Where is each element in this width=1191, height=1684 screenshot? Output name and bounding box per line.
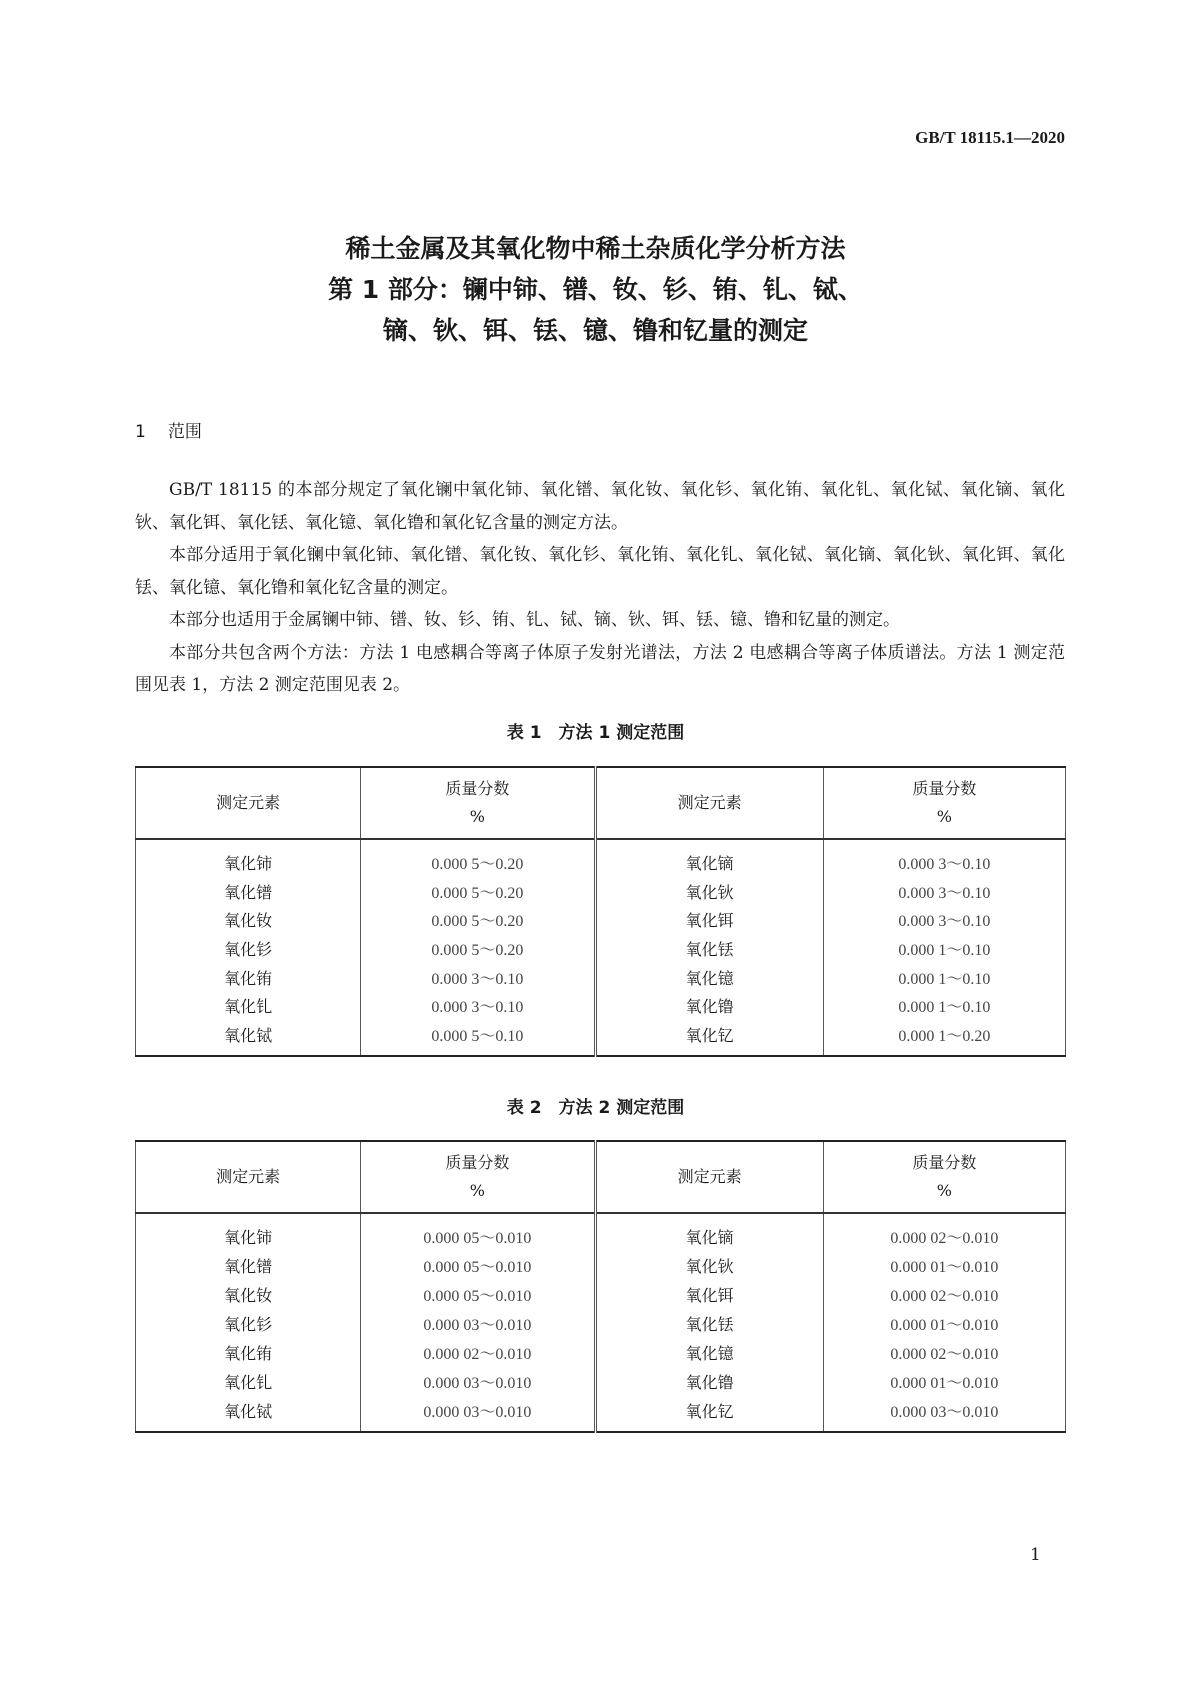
mass-fraction-cell: 0.000 03～0.010 — [361, 1396, 595, 1432]
mass-fraction-cell: 0.000 05～0.010 — [361, 1280, 595, 1309]
header-element: 测定元素 — [136, 1141, 361, 1213]
element-cell: 氧化钆 — [136, 991, 361, 1020]
mass-fraction-cell: 0.000 1～0.10 — [823, 991, 1065, 1020]
table-2-caption: 表 2 方法 2 测定范围 — [506, 1098, 685, 1118]
mass-fraction-cell: 0.000 01～0.010 — [823, 1309, 1065, 1338]
table-row — [136, 963, 1066, 992]
table-row — [136, 839, 1066, 877]
paragraph: 本部分共包含两个方法：方法 1 电感耦合等离子体原子发射光谱法，方法 2 电感耦合等离子体质谱法。方法 1 测定范围见表 1，方法 2 测定范围见表 2。 — [135, 642, 1065, 695]
element-cell: 氧化铒 — [595, 1280, 823, 1309]
element-cell: 氧化钇 — [595, 1396, 823, 1432]
header-fraction-label: 质量分数 — [445, 779, 510, 798]
title-line: 稀土金属及其氧化物中稀土杂质化学分析方法 — [345, 234, 846, 263]
mass-fraction-cell: 0.000 03～0.010 — [823, 1396, 1065, 1432]
table-row — [136, 905, 1066, 934]
element-cell: 氧化钬 — [595, 1251, 823, 1280]
title-line: 镝、钬、铒、铥、镱、镥和钇量的测定 — [382, 316, 808, 345]
mass-fraction-cell: 0.000 03～0.010 — [361, 1309, 595, 1338]
table-row — [136, 1020, 1066, 1056]
header-element: 测定元素 — [595, 1141, 823, 1213]
paragraph: 本部分适用于氧化镧中氧化铈、氧化镨、氧化钕、氧化钐、氧化铕、氧化钆、氧化铽、氧化镝、氧化钬、氧化铒、氧化铥、氧化镱、氧化镥和氧化钇含量的测定。 — [135, 545, 1065, 598]
header-fraction — [361, 767, 595, 839]
mass-fraction-cell: 0.000 1～0.10 — [823, 963, 1065, 992]
element-cell: 氧化镨 — [136, 877, 361, 906]
mass-fraction-cell: 0.000 3～0.10 — [361, 963, 595, 992]
element-cell: 氧化镝 — [595, 839, 823, 877]
header-fraction — [823, 767, 1065, 839]
title-line: 第 1 部分：镧中铈、镨、钕、钐、铕、钆、铽、 — [328, 275, 863, 304]
element-cell: 氧化铥 — [595, 934, 823, 963]
element-cell: 氧化铈 — [136, 1213, 361, 1251]
element-cell: 氧化铥 — [595, 1309, 823, 1338]
section-number: 1 — [135, 422, 146, 442]
mass-fraction-cell: 0.000 02～0.010 — [823, 1280, 1065, 1309]
table-1-caption: 表 1 方法 1 测定范围 — [506, 723, 685, 743]
mass-fraction-cell: 0.000 02～0.010 — [823, 1338, 1065, 1367]
table-row — [136, 1338, 1066, 1367]
mass-fraction-cell: 0.000 3～0.10 — [823, 877, 1065, 906]
header-unit: % — [469, 807, 485, 826]
table-row — [136, 1213, 1066, 1251]
document-title — [0, 228, 1191, 351]
page-number: 1 — [1030, 1545, 1041, 1565]
mass-fraction-cell: 0.000 02～0.010 — [361, 1338, 595, 1367]
element-cell: 氧化镱 — [595, 963, 823, 992]
element-cell: 氧化铽 — [136, 1020, 361, 1056]
mass-fraction-cell: 0.000 3～0.10 — [823, 839, 1065, 877]
element-cell: 氧化铒 — [595, 905, 823, 934]
table-row — [136, 1367, 1066, 1396]
mass-fraction-cell: 0.000 02～0.010 — [823, 1213, 1065, 1251]
element-cell: 氧化镥 — [595, 991, 823, 1020]
mass-fraction-cell: 0.000 5～0.20 — [361, 934, 595, 963]
header-fraction-label: 质量分数 — [912, 779, 977, 798]
table-row — [136, 1280, 1066, 1309]
header-unit: % — [936, 807, 952, 826]
mass-fraction-cell: 0.000 5～0.10 — [361, 1020, 595, 1056]
header-fraction — [823, 1141, 1065, 1213]
scope-text — [135, 474, 1065, 702]
header-fraction-label: 质量分数 — [445, 1153, 510, 1172]
mass-fraction-cell: 0.000 5～0.20 — [361, 839, 595, 877]
element-cell: 氧化铈 — [136, 839, 361, 877]
element-cell: 氧化铕 — [136, 963, 361, 992]
mass-fraction-cell: 0.000 01～0.010 — [823, 1367, 1065, 1396]
table-row — [136, 1251, 1066, 1280]
table-header-row — [136, 1141, 1066, 1213]
table-1 — [135, 766, 1066, 1057]
table-2 — [135, 1140, 1066, 1433]
mass-fraction-cell: 0.000 5～0.20 — [361, 905, 595, 934]
mass-fraction-cell: 0.000 3～0.10 — [361, 991, 595, 1020]
paragraph: GB/T 18115 的本部分规定了氧化镧中氧化铈、氧化镨、氧化钕、氧化钐、氧化铕、氧化钆、氧化铽、氧化镝、氧化钬、氧化铒、氧化铥、氧化镱、氧化镥和氧化钇含量的测定方法。 — [135, 480, 1065, 533]
table-row — [136, 1309, 1066, 1338]
mass-fraction-cell: 0.000 1～0.10 — [823, 934, 1065, 963]
element-cell: 氧化钕 — [136, 1280, 361, 1309]
mass-fraction-cell: 0.000 01～0.010 — [823, 1251, 1065, 1280]
paragraph: 本部分也适用于金属镧中铈、镨、钕、钐、铕、钆、铽、镝、钬、铒、铥、镱、镥和钇量的测定。 — [169, 610, 900, 630]
header-fraction-label: 质量分数 — [912, 1153, 977, 1172]
header-unit: % — [469, 1181, 485, 1200]
standard-number: GB/T 18115.1—2020 — [915, 128, 1065, 147]
mass-fraction-cell: 0.000 5～0.20 — [361, 877, 595, 906]
element-cell: 氧化铽 — [136, 1396, 361, 1432]
table-row — [136, 991, 1066, 1020]
header-element: 测定元素 — [136, 767, 361, 839]
table-row — [136, 1396, 1066, 1432]
element-cell: 氧化镥 — [595, 1367, 823, 1396]
element-cell: 氧化钆 — [136, 1367, 361, 1396]
element-cell: 氧化钇 — [595, 1020, 823, 1056]
element-cell: 氧化铕 — [136, 1338, 361, 1367]
mass-fraction-cell: 0.000 3～0.10 — [823, 905, 1065, 934]
mass-fraction-cell: 0.000 03～0.010 — [361, 1367, 595, 1396]
section-title: 范围 — [167, 422, 202, 442]
element-cell: 氧化钬 — [595, 877, 823, 906]
element-cell: 氧化镱 — [595, 1338, 823, 1367]
element-cell: 氧化镨 — [136, 1251, 361, 1280]
table-row — [136, 934, 1066, 963]
header-unit: % — [936, 1181, 952, 1200]
mass-fraction-cell: 0.000 05～0.010 — [361, 1251, 595, 1280]
header-element: 测定元素 — [595, 767, 823, 839]
header-fraction — [361, 1141, 595, 1213]
element-cell: 氧化钐 — [136, 1309, 361, 1338]
table-header-row — [136, 767, 1066, 839]
table-row — [136, 877, 1066, 906]
element-cell: 氧化钕 — [136, 905, 361, 934]
element-cell: 氧化钐 — [136, 934, 361, 963]
element-cell: 氧化镝 — [595, 1213, 823, 1251]
section-heading — [135, 417, 224, 442]
mass-fraction-cell: 0.000 05～0.010 — [361, 1213, 595, 1251]
mass-fraction-cell: 0.000 1～0.20 — [823, 1020, 1065, 1056]
